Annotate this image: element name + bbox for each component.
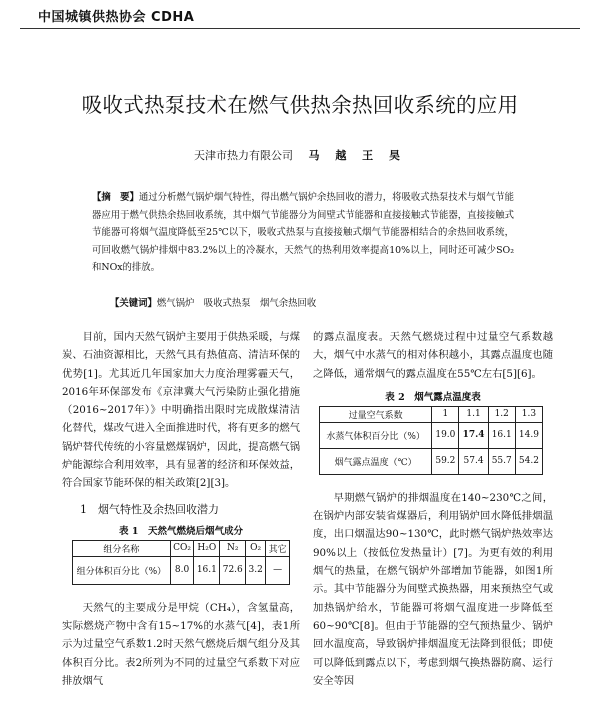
table1-row-label: 组分体积百分比（%） (73, 556, 171, 584)
table2-cell: 1 (432, 406, 459, 422)
header-rule (20, 28, 580, 29)
abstract (92, 189, 514, 277)
table2-row (320, 406, 543, 422)
table2-cell: 19.0 (432, 422, 459, 448)
table2-cell: 16.1 (488, 422, 515, 448)
table2-row (320, 448, 543, 474)
author-line (0, 147, 600, 163)
table1-cell: 72.6 (220, 556, 246, 584)
table2 (319, 406, 543, 475)
table2-row-label: 水蒸气体积百分比（%） (320, 422, 432, 448)
table2-cell: 55.7 (488, 448, 515, 474)
table1-cell: 3.2 (246, 556, 266, 584)
right-column (313, 328, 553, 690)
author-names: 马 越 王 昊 (308, 149, 406, 162)
table1-header-cell: 组分名称 (73, 540, 171, 556)
table2-row (320, 422, 543, 448)
section-heading-1: 1 烟气特性及余热回收潜力 (80, 502, 219, 516)
table2-caption: 表 2 烟气露点温度表 (385, 391, 481, 403)
table1-cell: 16.1 (194, 556, 220, 584)
abstract-label: 【摘 要】 (92, 192, 139, 203)
table1 (72, 540, 290, 585)
table2-row-label: 过量空气系数 (320, 406, 432, 422)
economizer-paragraph: 早期燃气锅炉的排烟温度在140~230℃之间，在锅炉内部安装省煤器后，利用锅炉回水降低排烟温度，出口烟温达90~130℃，此时燃气锅炉热效率达90%以上（按低位发热量计）[7]。为更有效的利用烟气的热量，在燃气锅炉外部增加节能器，如图1所示。其中节能器分为间壁式换热器，用来预热空气或加热锅炉给水，节能器可将烟气温度进一步降低至60~90℃[8]。但由于节能器的空气预热量少、锅炉回水温度高，导致锅炉排烟温度无法降到很低；即使可以降低到露点以下，考虑到烟气换热器防腐、运行安全等因 (313, 491, 553, 687)
article-title: 吸收式热泵技术在燃气供热余热回收系统的应用 (81, 93, 519, 117)
keywords (110, 295, 514, 309)
table2-cell: 14.9 (515, 422, 542, 448)
table2-cell: 17.4 (459, 422, 488, 448)
table2-cell: 1.1 (459, 406, 488, 422)
table1-header-cell: H₂O (194, 540, 220, 556)
table2-cell: 1.3 (515, 406, 542, 422)
table2-cell: 57.4 (459, 448, 488, 474)
table1-cell: — (266, 556, 290, 584)
keywords-label: 【关键词】 (110, 298, 157, 309)
table1-data-row (73, 556, 290, 584)
flue-gas-paragraph: 天然气的主要成分是甲烷（CH₄），含氢量高，实际燃烧产物中含有15~17%的水蒸气[4]，表1所示为过量空气系数1.2时天然气燃烧后烟气组分及其体积百分比。表2所列为不同的过量空气系数下对应排放烟气 (62, 601, 300, 687)
table1-header-row (73, 540, 290, 556)
intro-paragraph: 目前，国内天然气锅炉主要用于供热采暖，与煤炭、石油资源相比，天然气具有热值高、清洁环保的优势[1]。尤其近几年国家加大力度治理雾霾天气，2016年环保部发布《京津冀大气污染防止强化措施（2016~2017年）》中明确指出限时完成散煤清洁化替代，煤改气进入全面推进时代，将有更多的燃气锅炉替代传统的小容量燃煤锅炉，因此，提高燃气锅炉能源综合利用效率，具有显著的经济和环保效益，符合国家节能环保的相关政策[2][3]。 (62, 331, 300, 490)
dew-point-paragraph: 的露点温度表。天然气燃烧过程中过量空气系数越大，烟气中水蒸气的相对体积越小，其露点温度也随之降低，通常烟气的露点温度在55℃左右[5][6]。 (313, 331, 553, 380)
table1-header-cell: 其它 (266, 540, 290, 556)
left-column (62, 328, 300, 690)
author-organization: 天津市热力有限公司 (194, 149, 293, 162)
keywords-text: 燃气锅炉 吸收式热泵 烟气余热回收 (156, 298, 317, 309)
journal-header: 中国城镇供热协会 CDHA (38, 10, 195, 25)
table1-header-cell: CO₂ (170, 540, 194, 556)
table1-header-cell: N₂ (220, 540, 246, 556)
table2-cell: 1.2 (488, 406, 515, 422)
table2-cell: 54.2 (515, 448, 542, 474)
table1-caption: 表 1 天然气燃烧后烟气成分 (119, 525, 243, 537)
table1-cell: 8.0 (170, 556, 194, 584)
abstract-text: 通过分析燃气锅炉烟气特性，得出燃气锅炉余热回收的潜力，将吸收式热泵技术与烟气节能器应用于燃气供热余热回收系统，其中烟气节能器分为间壁式节能器和直接接触式节能器，直接接触式节能器可将烟气温度降低至25℃以下，吸收式热泵与直接接触式烟气节能器相结合的余热回收系统，可回收燃气锅炉排烟中83.2%以上的冷凝水，天然气的热利用效率提高10%以上，同时还可减少SO₂和NOx的排放。 (92, 192, 514, 274)
table2-cell: 59.2 (432, 448, 459, 474)
table1-header-cell: O₂ (246, 540, 266, 556)
table2-row-label: 烟气露点温度（℃） (320, 448, 432, 474)
